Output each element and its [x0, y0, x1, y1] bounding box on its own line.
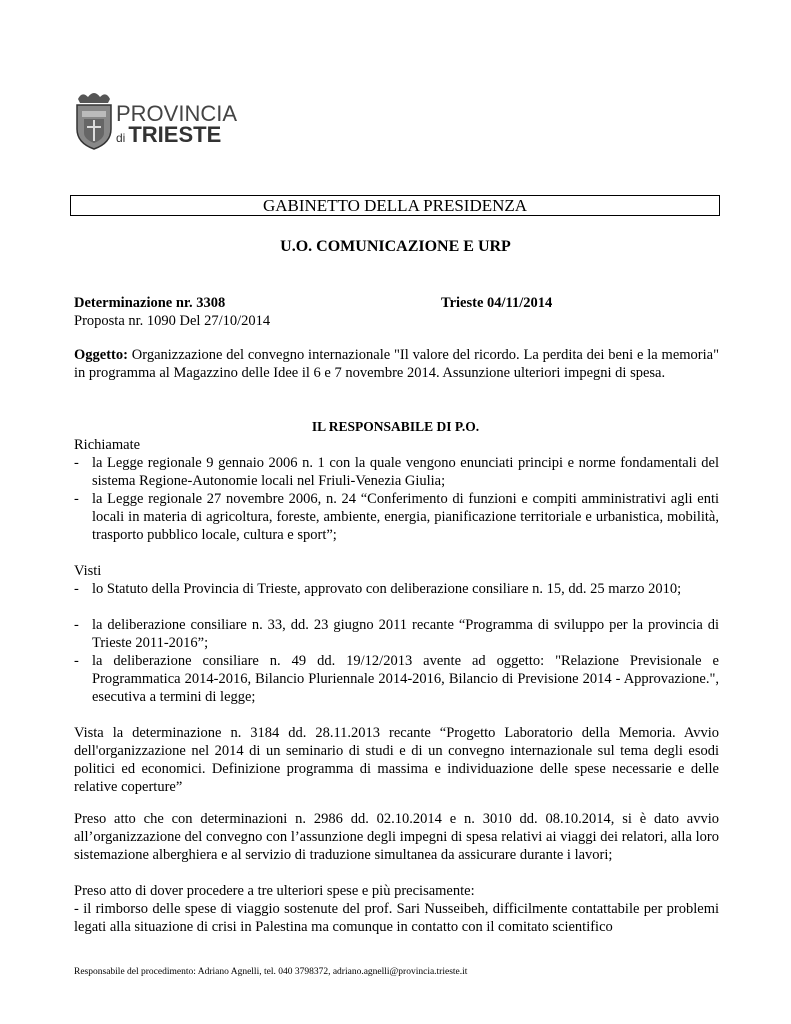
proposta-number: Proposta nr. 1090 Del 27/10/2014 [74, 313, 271, 329]
list-item: - la Legge regionale 27 novembre 2006, n. 24 “Conferimento di funzioni e compiti amministrativi agli enti locali in materia di agricoltura, foreste, ambiente, energia, pianificazione territoriale e urbanistica, mobilità, trasporto pubblico locale, cultura e sport”; [74, 491, 719, 543]
visti-label: Visti [74, 563, 102, 579]
oggetto-text: Organizzazione del convegno internazionale "Il valore del ricordo. La perdita dei beni e la memoria" in programma al Magazzino delle Idee il 6 e 7 novembre 2014. Assunzione ulteriori impegni di spesa. [74, 347, 719, 381]
oggetto-label: Oggetto: [74, 347, 128, 363]
provincia-trieste-logo [74, 89, 244, 151]
unit-title: U.O. COMUNICAZIONE E URP [280, 238, 511, 255]
logo-trieste: TRIESTE [128, 122, 222, 147]
vista-paragraph: Vista la determinazione n. 3184 dd. 28.11.2013 recante “Progetto Laboratorio della Memoria. Avvio dell'organizzazione nel 2014 di un seminario di studi e di un convegno internazionale sul tema degli esodi politici ed economici. Definizione programma di massima e individuazione delle spese necessarie e delle relative coperture” [74, 725, 719, 795]
list-item-text: la deliberazione consiliare n. 49 dd. 19/12/2013 avente ad oggetto: "Relazione Previsionale e Programmatica 2014-2016, Bilancio Pluriennale 2014-2016, Bilancio di Previsione 2014 - Approvazione.", esecutiva a termini di legge; [92, 653, 719, 705]
determinazione-date: Trieste 04/11/2014 [441, 295, 553, 311]
list-item: - la deliberazione consiliare n. 33, dd. 23 giugno 2011 recante “Programma di sviluppo per la provincia di Trieste 2011-2016”; [74, 617, 719, 651]
list-item: - la deliberazione consiliare n. 49 dd. 19/12/2013 avente ad oggetto: "Relazione Previsionale e Programmatica 2014-2016, Bilancio Pluriennale 2014-2016, Bilancio di Previsione 2014 - Approvazione.", esecutiva a termini di legge; [74, 653, 719, 705]
logo-di: di [116, 131, 126, 145]
coat-of-arms-icon [74, 89, 114, 151]
oggetto-paragraph [74, 346, 719, 382]
list-item-text: la Legge regionale 27 novembre 2006, n. 24 “Conferimento di funzioni e compiti amministrativi agli enti locali in materia di agricoltura, foreste, ambiente, energia, pianificazione territoriale e urbanistica, mobilità, trasporto pubblico locale, cultura e sport”; [92, 491, 719, 543]
page-footer: Responsabile del procedimento: Adriano Agnelli, tel. 040 3798372, adriano.agnelli@provincia.trieste.it [74, 967, 468, 977]
rimborso-paragraph: - il rimborso delle spese di viaggio sostenute del prof. Sari Nusseibeh, difficilmente contattabile per problemi legati alla situazione di crisi in Palestina ma comunque in contatto con il comitato scientifico [74, 901, 719, 935]
list-item: - lo Statuto della Provincia di Trieste, approvato con deliberazione consiliare n. 15, dd. 25 marzo 2010; [74, 580, 719, 598]
preso-atto-paragraph-2: Preso atto di dover procedere a tre ulteriori spese e più precisamente: [74, 883, 475, 899]
list-item-text: la deliberazione consiliare n. 33, dd. 23 giugno 2011 recante “Programma di sviluppo per la provincia di Trieste 2011-2016”; [92, 617, 719, 651]
responsabile-heading: IL RESPONSABILE DI P.O. [311, 419, 480, 434]
logo-line-trieste [116, 124, 221, 149]
determinazione-number: Determinazione nr. 3308 [74, 295, 226, 311]
logo-line-provincia: PROVINCIA [116, 101, 238, 126]
list-item-text: lo Statuto della Provincia di Trieste, approvato con deliberazione consiliare n. 15, dd. 25 marzo 2010; [92, 581, 682, 597]
list-item: - la Legge regionale 9 gennaio 2006 n. 1 con la quale vengono enunciati principi e norme fondamentali del sistema Regione-Autonomie locali nel Friuli-Venezia Giulia; [74, 455, 719, 489]
list-item-text: la Legge regionale 9 gennaio 2006 n. 1 con la quale vengono enunciati principi e norme fondamentali del sistema Regione-Autonomie locali nel Friuli-Venezia Giulia; [92, 455, 719, 489]
richiamate-label: Richiamate [74, 437, 141, 453]
preso-atto-paragraph-1: Preso atto che con determinazioni n. 2986 dd. 02.10.2014 e n. 3010 dd. 08.10.2014, si è dato avvio all’organizzazione del convegno con l’assunzione degli impegni di spesa relativi ai viaggi dei relatori, alla loro sistemazione alberghiera e al servizio di traduzione simultanea da assicurare durante i lavori; [74, 811, 719, 863]
box-title: GABINETTO DELLA PRESIDENZA [70, 195, 720, 216]
